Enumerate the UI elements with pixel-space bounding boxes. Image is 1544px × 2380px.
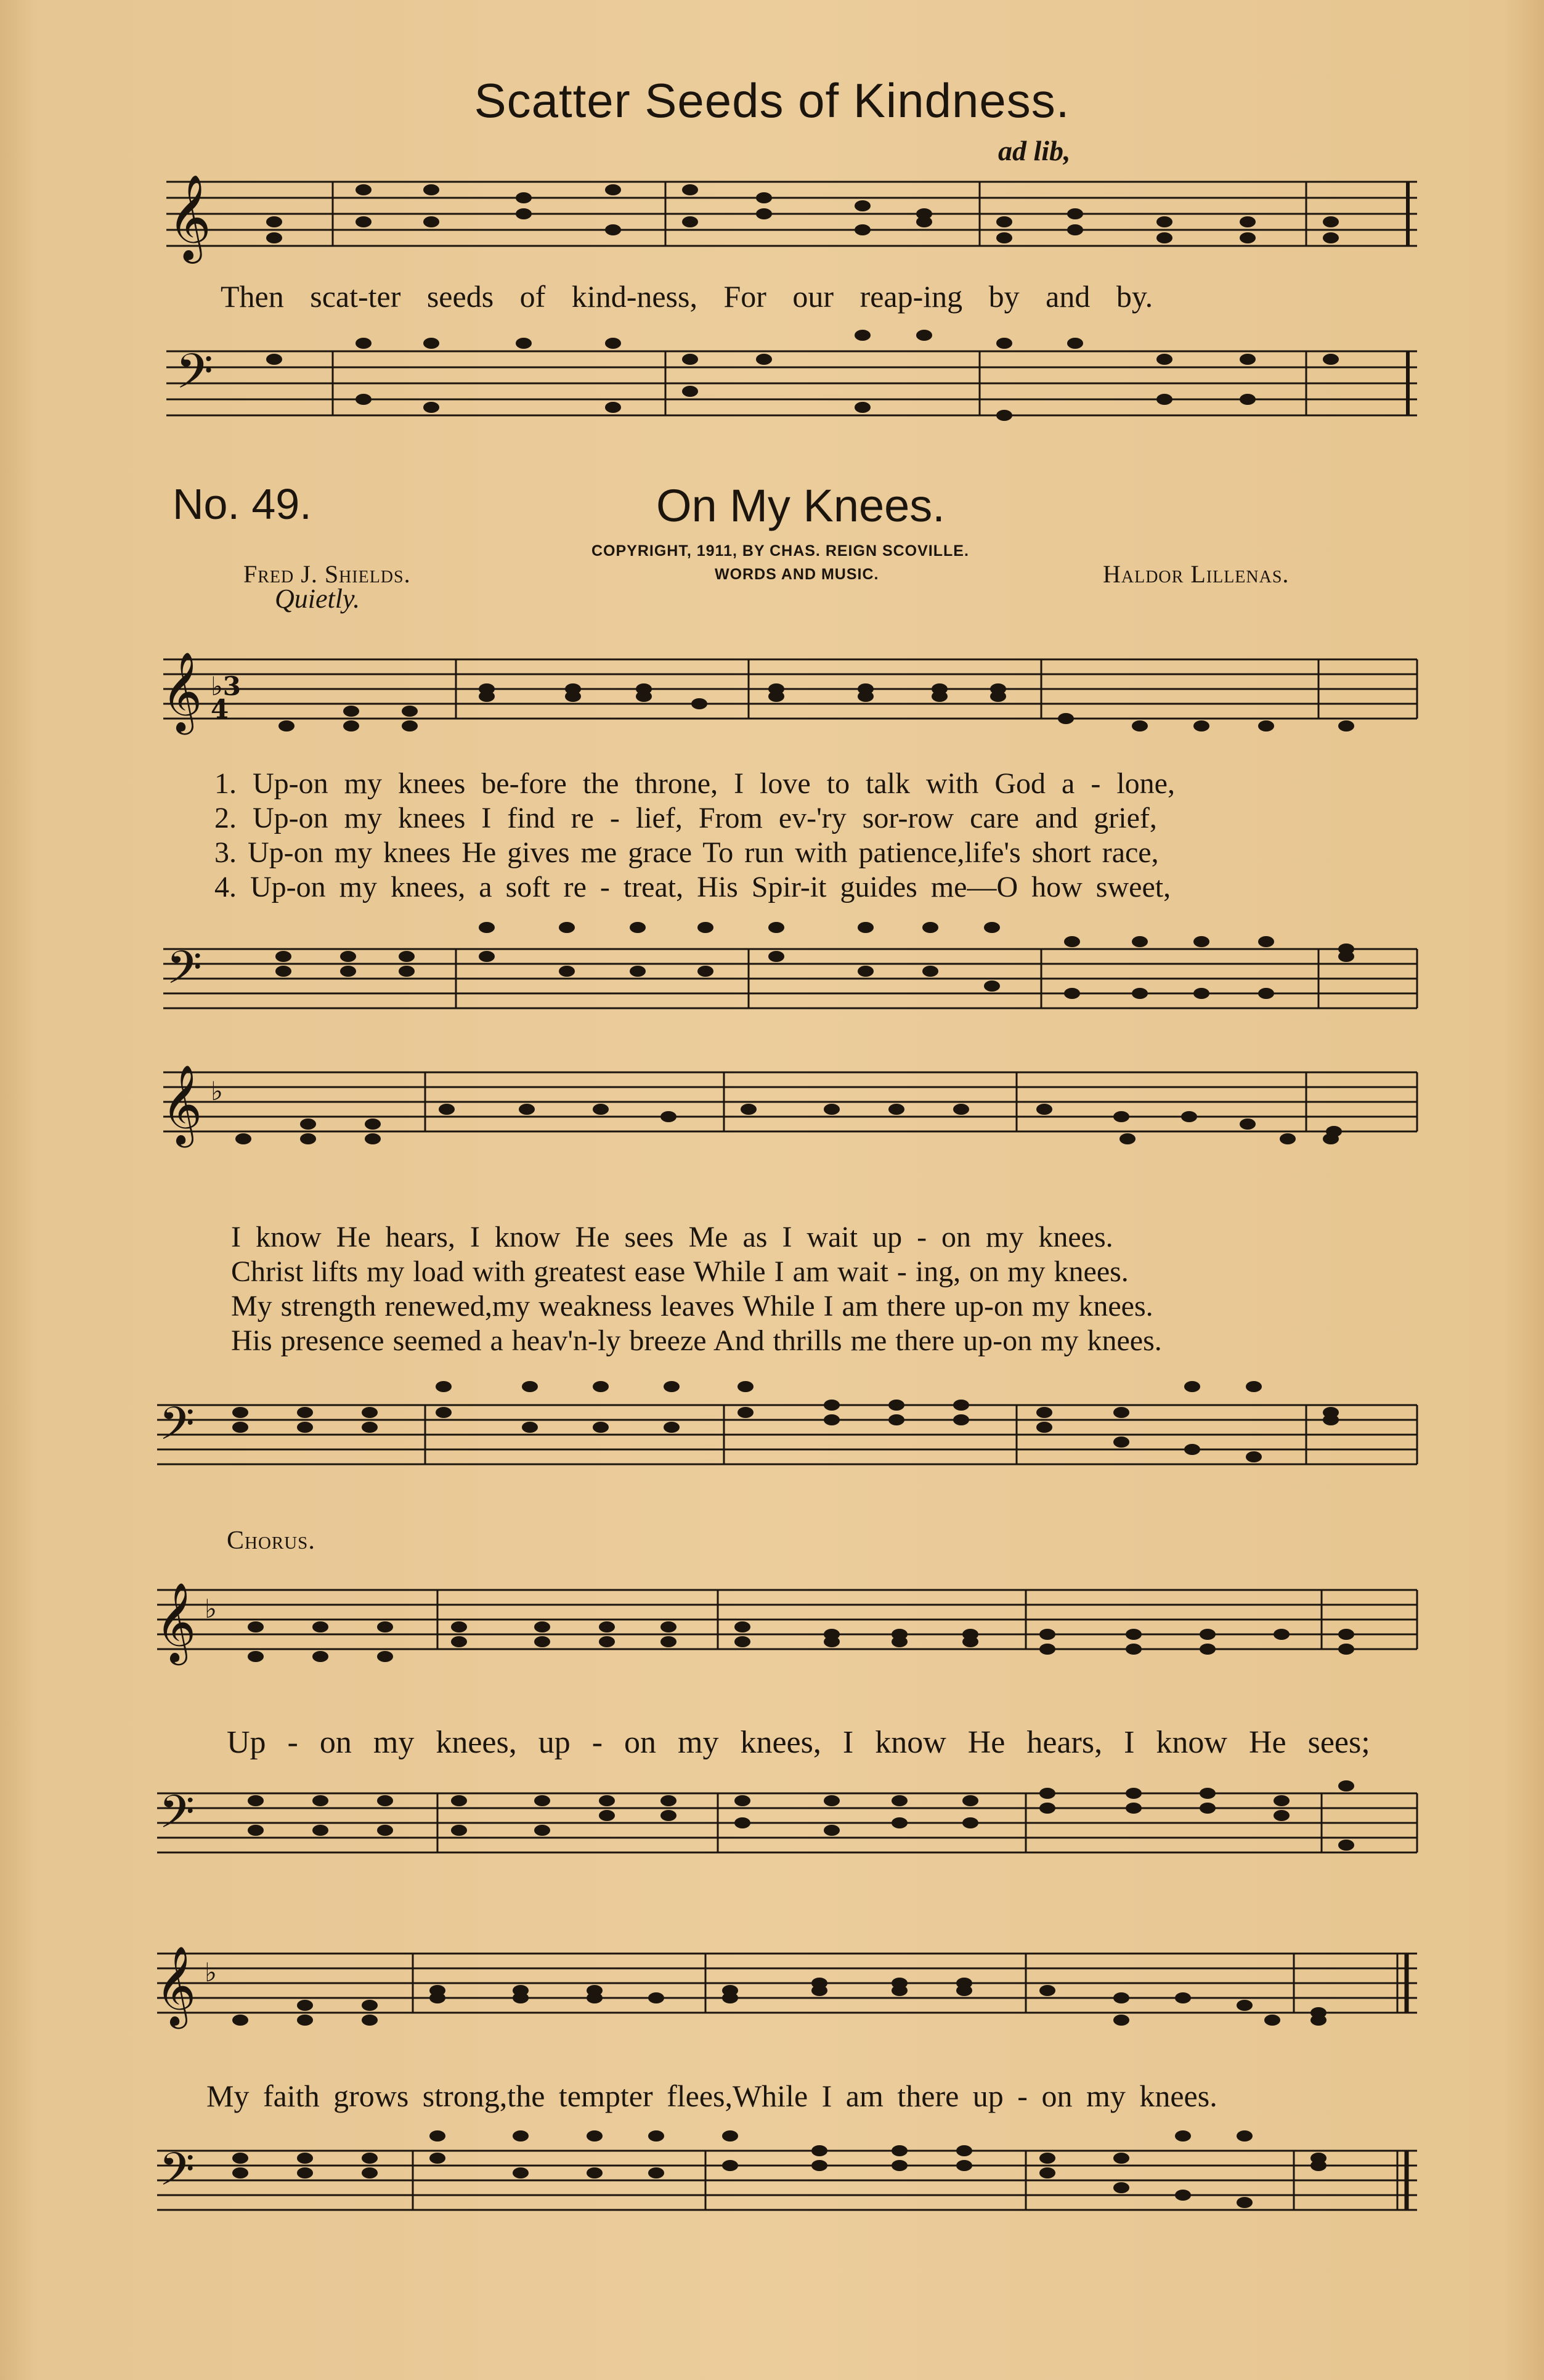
copyright-line-2: WORDS AND MUSIC. — [715, 566, 879, 583]
svg-text:𝄞: 𝄞 — [155, 1946, 197, 2026]
verse-4-line-b: His presence seemed a heav'n-ly breeze And thrills me there up-on my knees. — [231, 1324, 1162, 1357]
system2-bass-staff — [0, 1356, 1544, 1516]
verse-4-line-a: 4. Up-on my knees, a soft re - treat, His Spir-it guides me—O how sweet, — [214, 871, 1171, 903]
verse-2-line-b: Christ lifts my load with greatest ease While I am wait - ing, on my knees. — [231, 1255, 1129, 1288]
svg-text:♭: ♭ — [211, 1076, 223, 1106]
tempo-marking: Quietly. — [275, 584, 360, 614]
svg-text:𝄞: 𝄞 — [161, 1064, 203, 1144]
svg-text:𝄢: 𝄢 — [159, 1397, 195, 1462]
lyricist-credit: Fred J. Shields. — [243, 560, 411, 588]
chorus1-treble-staff — [0, 1553, 1544, 1701]
svg-text:♭3: ♭3 — [211, 671, 242, 701]
verse-1-line-b: I know He hears, I know He sees Me as I wait up - on my knees. — [231, 1221, 1113, 1253]
svg-text:𝄢: 𝄢 — [159, 1785, 195, 1850]
svg-text:𝄞: 𝄞 — [168, 176, 211, 260]
verse-3-line-b: My strength renewed,my weakness leaves While I am there up-on my knees. — [231, 1290, 1153, 1322]
verse-1-line-a: 1. Up-on my knees be-fore the throne, I love to talk with God a - lone, — [214, 767, 1175, 800]
verse-2-line-a: 2. Up-on my knees I find re - lief, From ev-'ry sor-row care and grief, — [214, 802, 1157, 834]
copyright-line-1: COPYRIGHT, 1911, BY CHAS. REIGN SCOVILLE. — [591, 542, 969, 560]
system1-treble-staff — [0, 622, 1544, 764]
svg-text:𝄞: 𝄞 — [155, 1582, 197, 1662]
chorus-label: Chorus. — [227, 1526, 315, 1555]
verse-3-line-a: 3. Up-on my knees He gives me grace To run with patience,life's short race, — [214, 836, 1159, 869]
system1-bass-staff — [0, 906, 1544, 1060]
top-treble-staff — [0, 176, 1544, 274]
chorus-lyric-line-1: Up - on my knees, up - on my knees, I know He hears, I know He sees; — [227, 1725, 1370, 1760]
tempo-mark-ad-lib: ad lib, — [998, 135, 1071, 166]
song-title: On My Knees. — [656, 480, 945, 531]
top-song-lyric: Then scat-ter seeds of kind-ness, For our reap-ing by and by. — [221, 279, 1153, 314]
svg-text:♭: ♭ — [205, 1594, 217, 1624]
svg-text:𝄢: 𝄢 — [176, 344, 214, 412]
chorus2-bass-staff — [0, 2114, 1544, 2262]
song-number: No. 49. — [173, 480, 312, 528]
chorus2-treble-staff — [0, 1917, 1544, 2071]
svg-text:𝄢: 𝄢 — [159, 2143, 195, 2207]
chorus1-bass-staff — [0, 1763, 1544, 1910]
svg-text:𝄞: 𝄞 — [161, 651, 203, 732]
composer-credit: Haldor Lillenas. — [1103, 560, 1290, 588]
top-song-title: Scatter Seeds of Kindness. — [474, 73, 1070, 128]
svg-text:♭: ♭ — [205, 1957, 217, 1987]
system2-treble-staff — [0, 1041, 1544, 1202]
svg-text:𝄢: 𝄢 — [166, 941, 202, 1006]
chorus-lyric-line-2: My faith grows strong,the tempter flees,While I am there up - on my knees. — [206, 2079, 1217, 2113]
svg-text:4: 4 — [211, 694, 229, 724]
top-bass-staff — [0, 320, 1544, 456]
